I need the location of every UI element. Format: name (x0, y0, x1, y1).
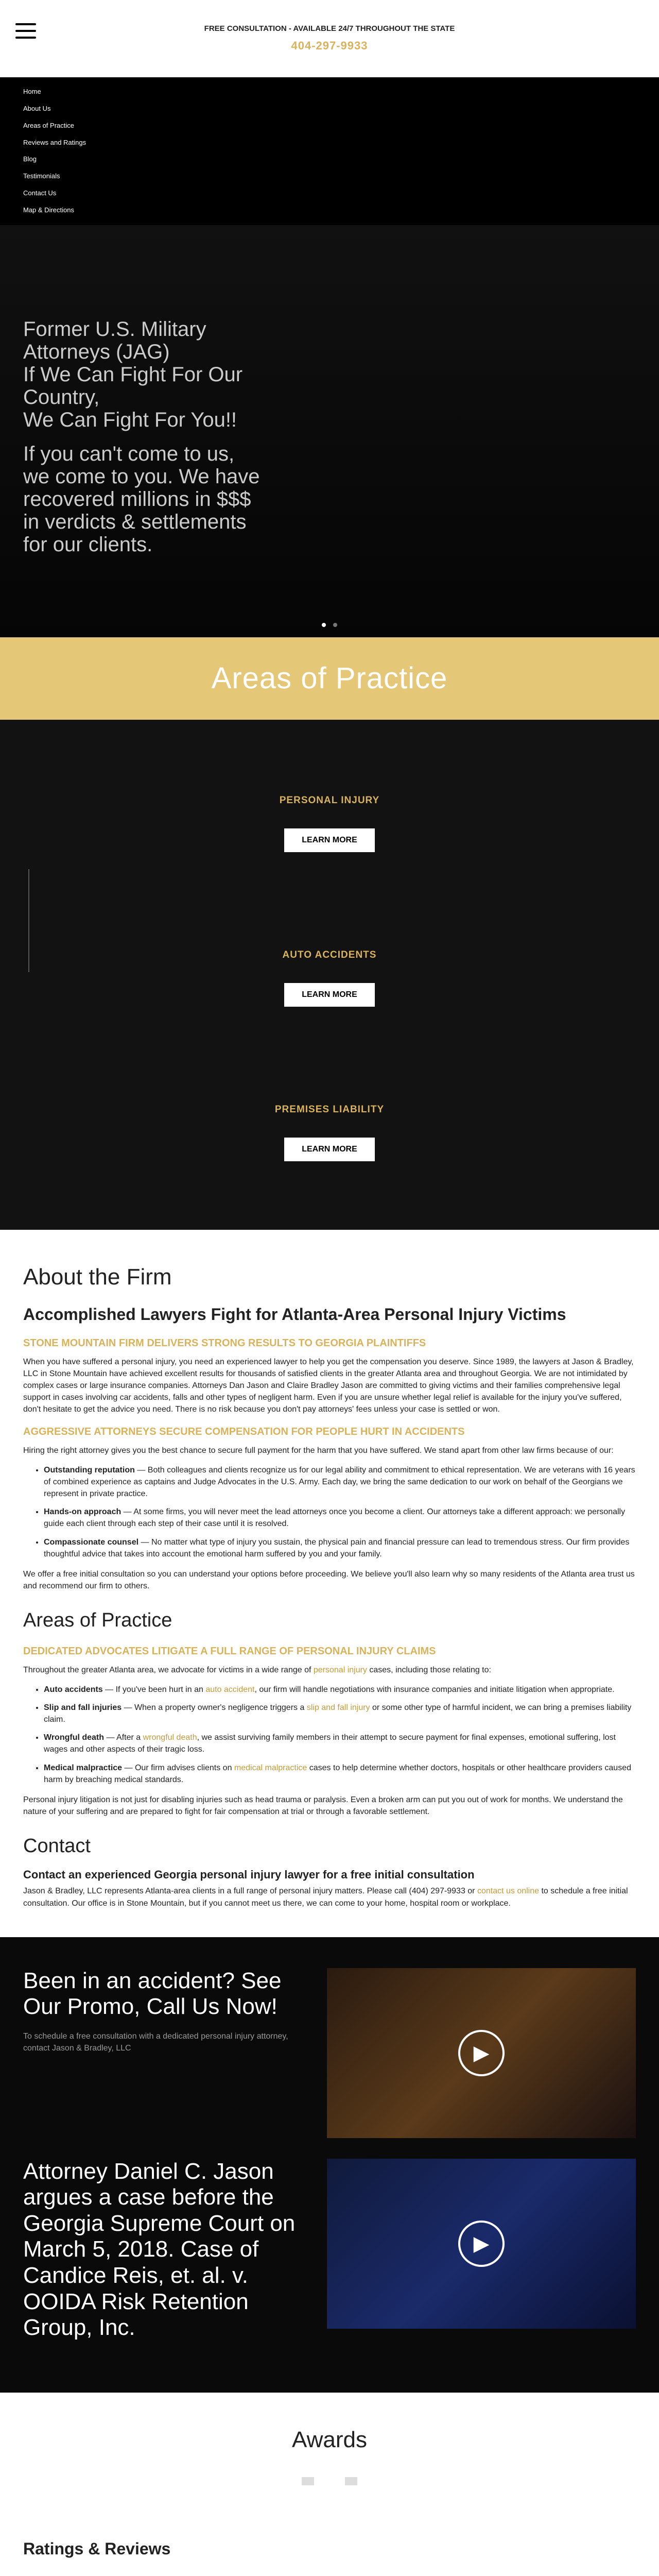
slip-fall-link[interactable]: slip and fall injury (306, 1703, 370, 1712)
slider-dot[interactable] (322, 623, 326, 627)
nav-reviews[interactable]: Reviews and Ratings (23, 138, 86, 146)
about-section (0, 1230, 659, 1937)
practice-title: PREMISES LIABILITY (274, 1104, 385, 1115)
supreme-court-video[interactable] (327, 2159, 636, 2329)
video-section (0, 1937, 659, 2393)
nav-home[interactable]: Home (23, 88, 41, 95)
reviews-heading: Ratings & Reviews (23, 2539, 171, 2558)
list-item (44, 1506, 636, 1530)
practice-title: AUTO ACCIDENTS (282, 949, 377, 960)
personal-injury-link[interactable]: personal injury (313, 1666, 367, 1675)
contact-title: Contact an experienced Georgia personal injury lawyer for a free initial consultation (23, 1868, 475, 1882)
video-text (23, 1968, 311, 2055)
aop-paragraph (23, 1664, 636, 1676)
divider-line (28, 869, 29, 972)
list-item (44, 1464, 636, 1500)
auto-accident-link[interactable]: auto accident (205, 1685, 255, 1694)
aop-paragraph: Personal injury litigation is not just for disabling injuries such as head trauma or paralysis. Even a broken arm can put you out of work for months. We understand the nature of your suffering and are prepared to fight for fair compensation at trial or through a favorable settlement. (23, 1795, 623, 1817)
hero-line-3: We Can Fight For You!! (23, 408, 237, 431)
medical-malpractice-link[interactable]: medical malpractice (234, 1763, 307, 1772)
aop-subheading: DEDICATED ADVOCATES LITIGATE A FULL RANGE OF PERSONAL INJURY CLAIMS (23, 1646, 436, 1657)
top-bar-content (0, 0, 659, 77)
text: , we assist surviving family members in their attempt to secure payment for final expenses, emotional suffering, lost wages and other aspects of their tragic loss. (44, 1733, 616, 1754)
list-item-bold: Slip and fall injuries (44, 1703, 122, 1712)
text: Jason & Bradley, LLC represents Atlanta-area clients in a full range of personal injury matters. Please call (404) 297-9933 or (23, 1887, 477, 1896)
text: cases, including those relating to: (367, 1666, 491, 1675)
areas-banner (0, 637, 659, 720)
hero-slider (0, 225, 659, 637)
about-paragraph: Hiring the right attorney gives you the best chance to secure full payment for the harm that you have suffered. We stand apart from other law firms because of our: (23, 1446, 614, 1455)
list-item-bold: Medical malpractice (44, 1763, 123, 1772)
aop-heading: Areas of Practice (23, 1609, 172, 1632)
list-item-text: — Both colleagues and clients recognize us for our legal ability and commitment to ethical representation. We are veterans with 16 years of combined experience as captains and Judge Advocates in the U.S. Army. Each day, we bring the same dedication to our work on behalf of the Georgians we represent in private practice. (44, 1465, 635, 1499)
text: cases to help determine whether doctors, hospitals or other healthcare providers caused harm by breaching medical standards. (44, 1763, 631, 1784)
list-item-bold: Wrongful death (44, 1733, 105, 1742)
list-item (44, 1732, 636, 1755)
awards-heading: Awards (292, 2427, 367, 2452)
nav-contact-us[interactable]: Contact Us (23, 189, 57, 197)
text: , our firm will handle negotiations with insurance companies and initiate litigation when appropriate. (254, 1685, 615, 1694)
video-subtitle: To schedule a free consultation with a dedicated personal injury attorney, contact Jason & Bradley, LLC (23, 2031, 288, 2053)
hero-line-2: If We Can Fight For Our Country, (23, 363, 243, 409)
slider-dots (0, 623, 659, 627)
text: — When a property owner's negligence triggers a (122, 1703, 307, 1712)
top-bar (0, 0, 659, 77)
about-title: Accomplished Lawyers Fight for Atlanta-Area Personal Injury Victims (23, 1304, 566, 1324)
text: to schedule a free initial consultation. Our office is in Stone Mountain, but if you cannot meet us there, we can come to your home, hospital room or workplace. (23, 1887, 628, 1908)
nav-map-directions[interactable]: Map & Directions (23, 206, 74, 214)
list-item (44, 1762, 636, 1786)
nav-areas-of-practice[interactable]: Areas of Practice (23, 121, 74, 129)
about-paragraph: When you have suffered a personal injury, you need an experienced lawyer to help you get the compensation you deserve. Since 1989, the lawyers at Jason & Bradley, LLC in Stone Mountain have achieved excellent results for thousands of satisfied clients in the greater Atlanta area and throughout Georgia. We are not intimidated by complex cases or large insurance companies. Attorneys Dan Jason and Claire Bradley Jason are committed to giving victims and their families comprehensive legal support in cases involving car accidents, falls and other types of negligent harm. Even if you are unsure whether legal relief is available for the injury you've suffered, don't hesitate to get the advice you need. There is no risk because you don't pay attorneys' fees unless your case is settled or won. (23, 1357, 634, 1414)
practice-title: PERSONAL INJURY (279, 794, 380, 806)
practice-card-premises-liability (23, 1055, 636, 1209)
learn-more-button[interactable]: LEARN MORE (284, 828, 375, 852)
practice-list (44, 1684, 636, 1786)
list-item (44, 1702, 636, 1725)
phone-link[interactable]: 404-297-9933 (291, 39, 368, 52)
practice-cards (0, 720, 659, 1230)
awards-carousel-nav (23, 2477, 636, 2485)
main-nav (0, 77, 659, 225)
about-subheading-2: AGGRESSIVE ATTORNEYS SECURE COMPENSATION FOR PEOPLE HURT IN ACCIDENTS (23, 1426, 465, 1438)
slider-dot[interactable] (333, 623, 337, 627)
list-item-bold: Outstanding reputation (44, 1465, 135, 1475)
about-paragraph: We offer a free initial consultation so you can understand your options before proceeding. We believe you'll also learn why so many residents of the Atlanta area trust us and recommend our firm to others. (23, 1569, 635, 1591)
video-row (23, 2159, 636, 2341)
video-title: Attorney Daniel C. Jason argues a case before the Georgia Supreme Court on March 5, 2018. Case of Candice Reis, et. al. v. OOIDA Risk Retention Group, Inc. (23, 2158, 296, 2341)
hero-line-1: Former U.S. Military Attorneys (JAG) (23, 317, 206, 363)
list-item-text: — At some firms, you will never meet the lead attorneys once you become a client. Our attorneys take a different approach: we personally guide each client through each step of their case until it is resolved. (44, 1507, 626, 1529)
nav-blog[interactable]: Blog (23, 155, 37, 163)
text: or some other type of harmful incident, we can bring a premises liability claim. (44, 1703, 632, 1724)
promo-video[interactable] (327, 1968, 636, 2138)
text: — Our firm advises clients on (122, 1763, 234, 1772)
list-item-bold: Hands-on approach (44, 1507, 122, 1517)
nav-testimonials[interactable]: Testimonials (23, 172, 60, 180)
contact-paragraph (23, 1885, 636, 1909)
learn-more-button[interactable]: LEARN MORE (284, 983, 375, 1007)
video-title: Been in an accident? See Our Promo, Call Us Now! (23, 1968, 282, 2020)
list-item-bold: Auto accidents (44, 1685, 103, 1694)
play-icon[interactable]: ▶ (458, 2221, 505, 2267)
play-icon[interactable]: ▶ (458, 2030, 505, 2076)
areas-heading: Areas of Practice (211, 661, 448, 695)
hero-text (23, 318, 265, 567)
free-consultation-text: FREE CONSULTATION - AVAILABLE 24/7 THROUGHOUT THE STATE (204, 24, 455, 33)
chevron-right-icon[interactable] (345, 2477, 357, 2485)
awards-section (0, 2393, 659, 2516)
list-item (44, 1684, 636, 1696)
text: Throughout the greater Atlanta area, we advocate for victims in a wide range of (23, 1666, 314, 1675)
hero-line-4: If you can't come to us, we come to you. We have recovered millions in $$$ in verdicts & settlements for our clients. (23, 442, 260, 556)
learn-more-button[interactable]: LEARN MORE (284, 1138, 375, 1161)
chevron-left-icon[interactable] (302, 2477, 314, 2485)
practice-card-auto-accidents (23, 900, 636, 1055)
wrongful-death-link[interactable]: wrongful death (143, 1733, 197, 1742)
reviews-section (0, 2516, 659, 2576)
text: — If you've been hurt in an (102, 1685, 206, 1694)
contact-online-link[interactable]: contact us online (477, 1887, 540, 1896)
list-item-bold: Compassionate counsel (44, 1537, 139, 1547)
list-item-text: — No matter what type of injury you sustain, the physical pain and financial pressure can lead to tremendous stress. Our firm provides thoughtful advice that takes into account the emotional harm suffered by you and your family. (44, 1537, 630, 1558)
qualities-list (44, 1464, 636, 1560)
list-item (44, 1536, 636, 1560)
video-row (23, 1968, 636, 2138)
about-subheading-1: STONE MOUNTAIN FIRM DELIVERS STRONG RESULTS TO GEORGIA PLAINTIFFS (23, 1337, 426, 1349)
practice-card-personal-injury (23, 745, 636, 900)
contact-heading: Contact (23, 1835, 91, 1857)
about-heading: About the Firm (23, 1264, 172, 1290)
video-text (23, 2159, 311, 2341)
nav-about-us[interactable]: About Us (23, 104, 51, 112)
menu-icon[interactable] (15, 23, 36, 39)
text: — After a (104, 1733, 143, 1742)
